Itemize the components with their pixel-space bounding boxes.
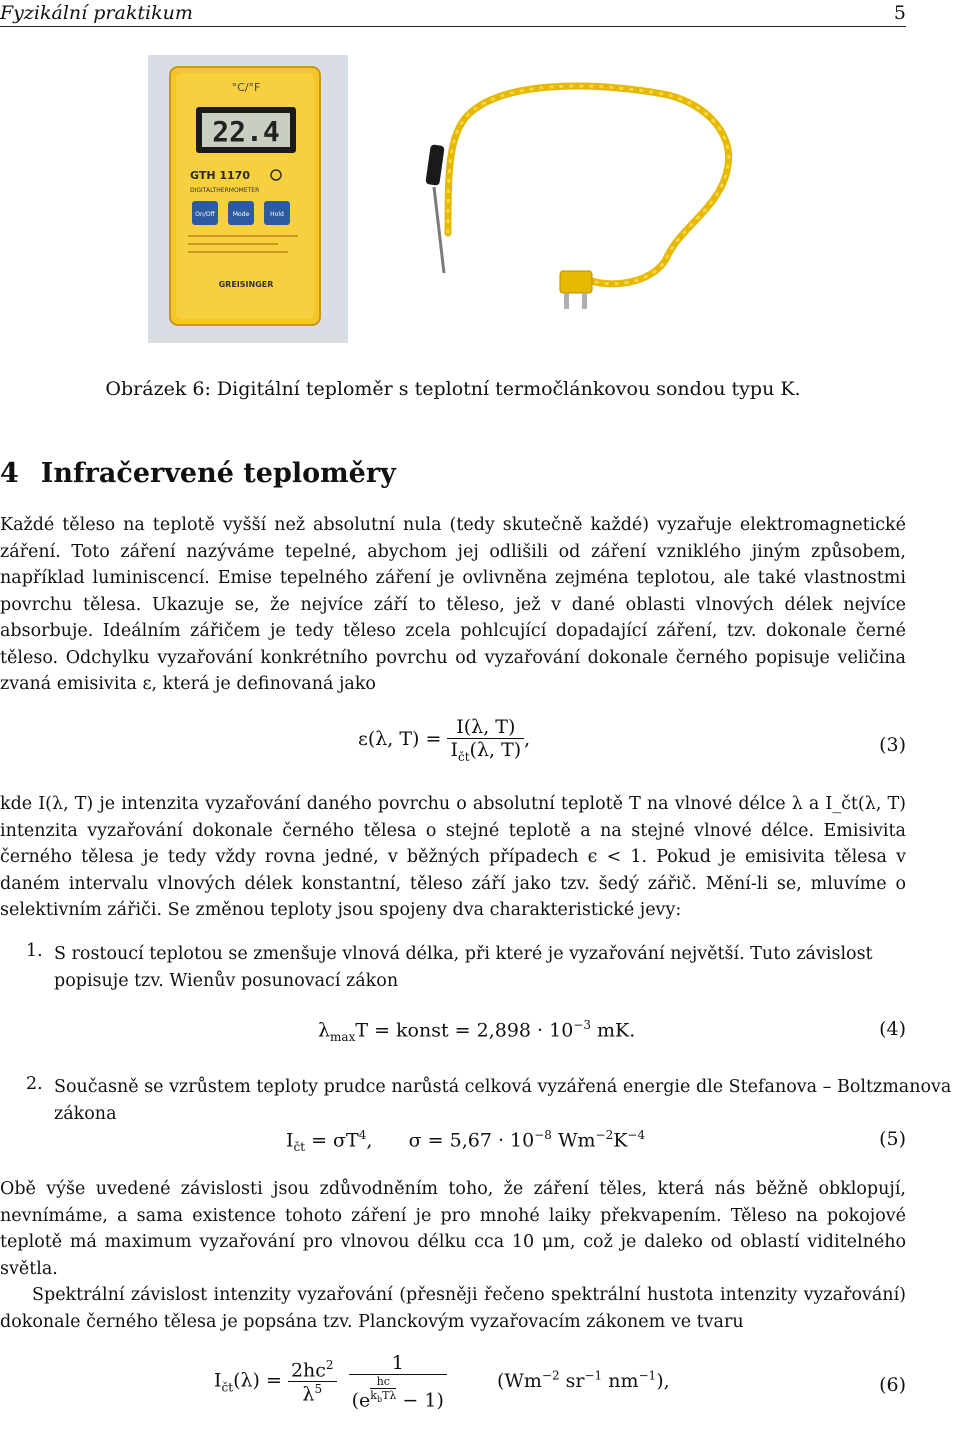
unit-label: °C/°F — [231, 81, 261, 94]
list-item-2-text: Současně se vzrůstem teploty prudce narůstá celková vyzářená energie dle Stefanova – Boltzmanova zákona — [54, 1077, 952, 1124]
paragraph-emissivity-definition: kde I(λ, T) je intenzita vyzařování daného povrchu o absolutní teplotě T na vlnové délce λ a I_čt(λ, T) intenzita vyzařování dokonale černého tělesa o stejné teplotě a na stejné vlnové délce. Emisivita černého tělesa je tedy vždy rovna jedné, v běžných případech ϵ < 1. Pokud je emisivita tělesa v daném intervalu vlnových délek konstantní, těleso září jako tzv. šedý zářič. Mění-li se, mluvíme o selektivním zářiči. Se změnou teploty jsou spojeny dva charakteristické jevy: — [0, 794, 906, 920]
svg-text:On/Off: On/Off — [195, 211, 215, 218]
equation-6: $I_{čt}(\lambda)$ = $\frac{2hc^2}{\lambda^5}$ 1 (e hc $k_bT\lambda$ − 1) ($Wm^{-2}$ $sr^{-1}$ $nm^{-1}$), — [214, 1352, 670, 1412]
page-header — [0, 0, 906, 27]
list-item-1-text: S rostoucí teplotou se zmenšuje vlnová délka, při které je vyzařování největší. Tuto závislost popisuje tzv. Wienův posunovací zákon — [54, 944, 873, 991]
svg-text:Hold: Hold — [270, 211, 284, 218]
equation-3-label: (3) — [879, 734, 906, 756]
equation-4: $\lambda_{max}T$ = konst = $2,898 \cdot 10^{-3}$ mK. — [318, 1018, 636, 1045]
section-heading — [0, 458, 396, 489]
list-item-1-number: 1. — [26, 941, 43, 961]
section-number: 4 — [0, 458, 19, 489]
header-title: Fyzikální praktikum — [0, 2, 193, 24]
page-number: 5 — [893, 2, 906, 24]
brand-label: GREISINGER — [218, 280, 274, 289]
thermometer-photo — [148, 55, 836, 343]
paragraph-emissivity-intro: Každé těleso na teplotě vyšší než absolutní nula (tedy skutečně každé) vyzařuje elektromagnetické záření. Toto záření nazýváme tepelné, abychom jej odlišili od záření vzniklého jiným způsobem, například luminiscencí. Emise tepelného záření je ovlivněna zejména teplotou, ale také vlastnostmi povrchu tělesa. Ukazuje se, že nejvíce září to těleso, jež v dané oblasti vlnových délek nejvíce absorbuje. Ideálním zářičem je tedy těleso zcela pohlcující dopadající záření, tzv. dokonale černé těleso. Odchylku vyzařování konkrétního povrchu od vyzařování dokonale černého popisuje veličina zvaná emisivita ε, která je definovaná jako — [0, 515, 906, 694]
model-label: GTH 1170 — [190, 169, 250, 182]
equation-3: ε(λ, T) = $\frac{I(\lambda, T)}{I_{čt}(\lambda, T)}$ , — [358, 716, 531, 764]
type-label: DIGITALTHERMOMETER — [190, 187, 260, 194]
paragraph-room-temperature: Obě výše uvedené závislosti jsou zdůvodněním toho, že záření těles, která nás běžně obklopují, nevnímáme, a sama existence tohoto záření je pro mnohé laiky překvapením. Těleso na pokojové teplotě má maximum vyzařování pro vlnovou délku cca 10 μm, což je daleko od oblastí viditelného světla. — [0, 1179, 906, 1279]
lcd-reading: 22.4 — [212, 115, 280, 148]
equation-5: $I_{čt} = \sigma T^4$, $\sigma = 5,67 \cdot 10^{-8}$ $Wm^{-2}K^{-4}$ — [286, 1128, 646, 1155]
equation-6-label: (6) — [879, 1374, 906, 1396]
connector-plug — [560, 271, 592, 293]
equation-4-label: (4) — [879, 1018, 906, 1040]
paragraph-planck-intro: Spektrální závislost intenzity vyzařování (přesněji řečeno spektrální hustota intenzity vyzařování) dokonale černého tělesa je popsána tzv. Planckovým vyzařovacím zákonem ve tvaru — [0, 1285, 906, 1332]
svg-text:Mode: Mode — [232, 211, 250, 218]
equation-5-label: (5) — [879, 1128, 906, 1150]
list-item-2-number: 2. — [26, 1074, 43, 1094]
section-title: Infračervené teploměry — [40, 458, 396, 489]
figure-caption: Obrázek 6: Digitální teploměr s teplotní termočlánkovou sondou typu K. — [105, 378, 801, 400]
